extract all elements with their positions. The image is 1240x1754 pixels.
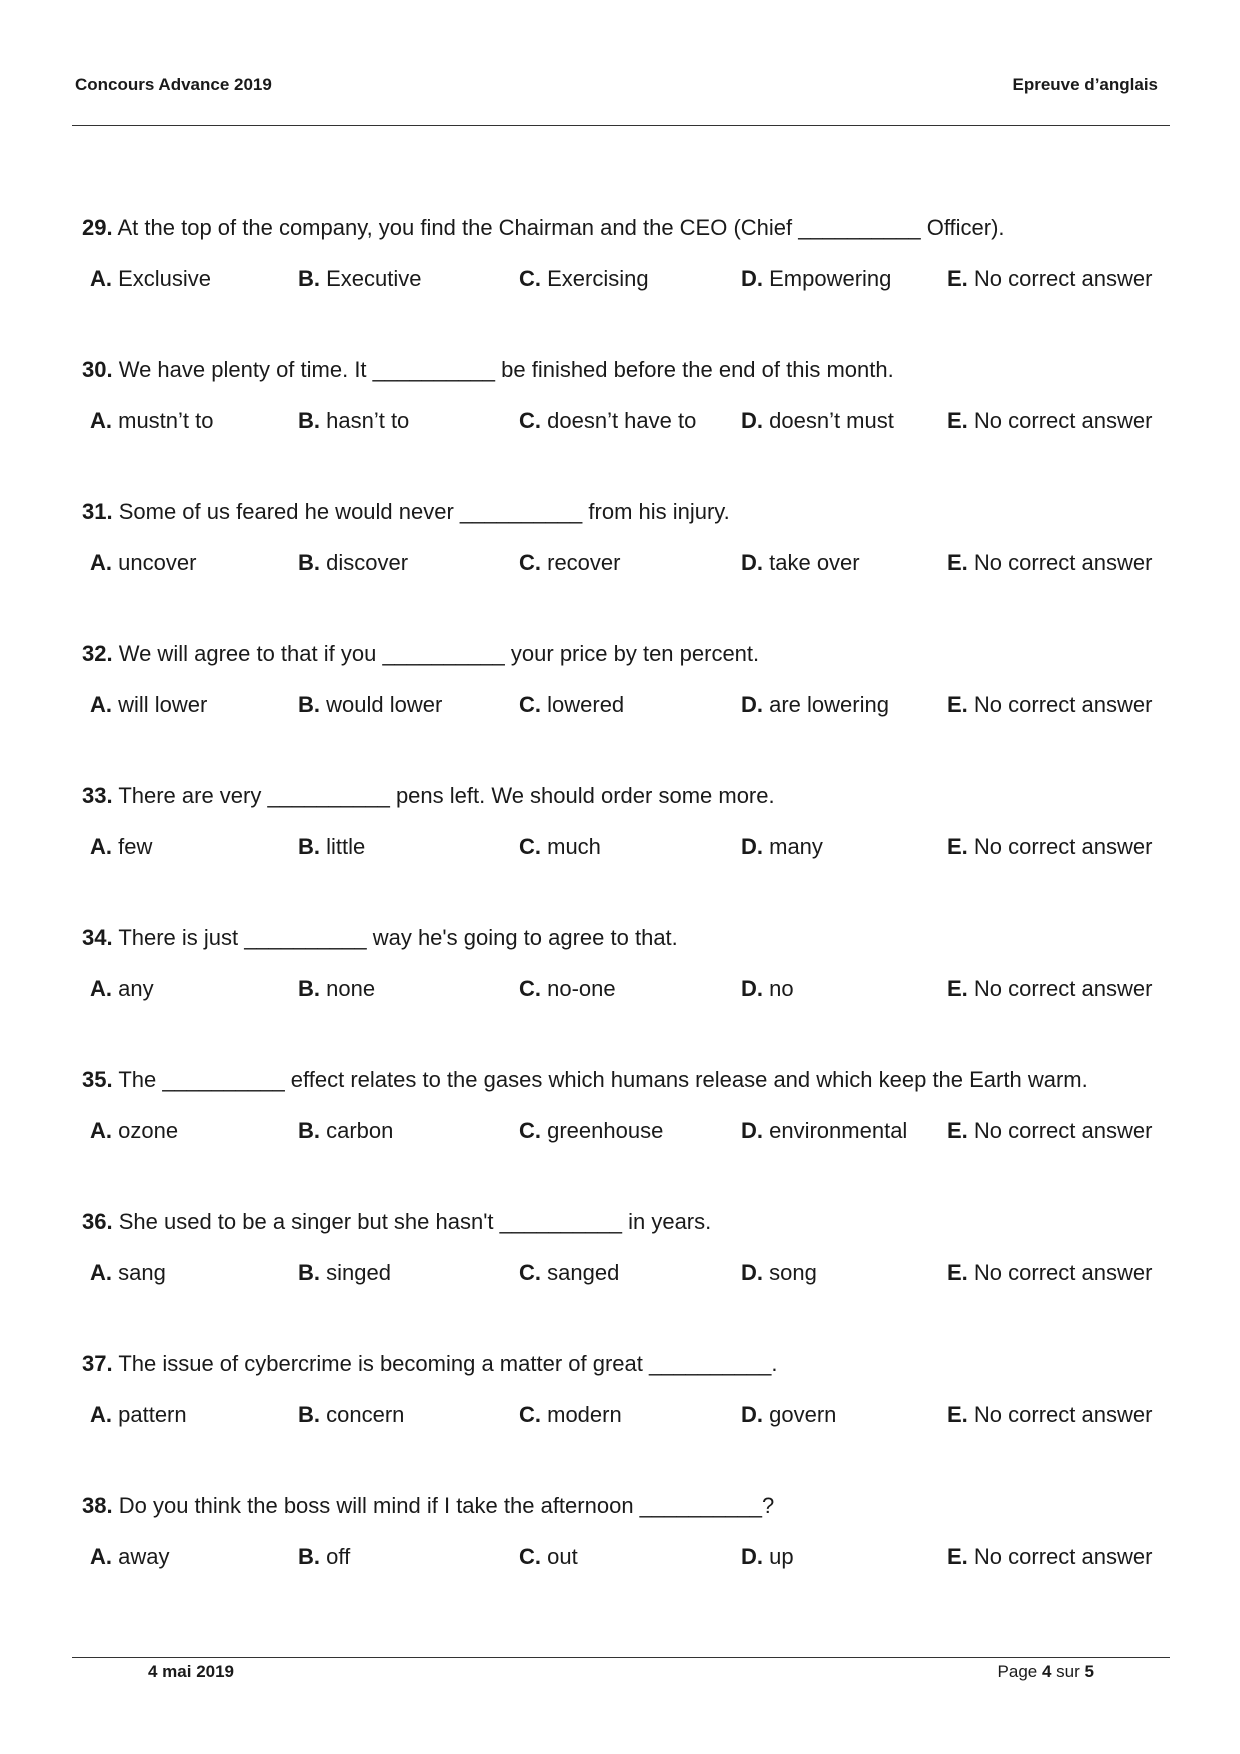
option-text: much: [547, 834, 601, 859]
option-e: [947, 976, 1152, 1002]
option-letter: D.: [741, 1544, 763, 1569]
option-letter: A.: [90, 834, 112, 859]
option-b: [298, 976, 375, 1002]
option-d: [741, 550, 860, 576]
question-block: [0, 215, 1240, 325]
question-text: The issue of cybercrime is becoming a matter of great __________.: [118, 1351, 778, 1376]
option-letter: B.: [298, 1544, 320, 1569]
option-text: No correct answer: [973, 976, 1153, 1001]
option-text: No correct answer: [973, 408, 1153, 433]
option-text: modern: [547, 1402, 622, 1427]
option-letter: C.: [519, 1118, 541, 1143]
answer-options: [0, 550, 1240, 578]
option-text: out: [547, 1544, 578, 1569]
option-letter: A.: [90, 1544, 112, 1569]
question-block: [0, 1067, 1240, 1177]
option-e: [947, 550, 1152, 576]
footer-page-number: [998, 1662, 1094, 1682]
answer-options: [0, 266, 1240, 294]
option-c: [519, 266, 649, 292]
option-c: [519, 1402, 622, 1428]
option-text: carbon: [326, 1118, 394, 1143]
answer-options: [0, 1260, 1240, 1288]
question-block: [0, 925, 1240, 1035]
question-stem: [82, 357, 894, 383]
option-letter: D.: [741, 266, 763, 291]
question-text: The __________ effect relates to the gases which humans release and which keep the Earth warm.: [118, 1067, 1088, 1092]
answer-options: [0, 408, 1240, 436]
option-text: Executive: [326, 266, 422, 291]
option-text: Empowering: [769, 266, 892, 291]
option-letter: D.: [741, 834, 763, 859]
option-letter: C.: [519, 976, 541, 1001]
question-stem: [82, 1209, 711, 1235]
option-letter: A.: [90, 1402, 112, 1427]
option-letter: B.: [298, 550, 320, 575]
answer-options: [0, 1402, 1240, 1430]
option-c: [519, 834, 601, 860]
question-number: 30.: [82, 357, 113, 382]
header-divider: [72, 125, 1170, 126]
question-stem: [82, 215, 1005, 241]
option-c: [519, 408, 696, 434]
option-a: [90, 976, 154, 1002]
footer-date: 4 mai 2019: [148, 1662, 235, 1681]
option-letter: A.: [90, 692, 112, 717]
header-exam-title: Concours Advance 2019: [75, 75, 272, 94]
option-text: doesn’t must: [769, 408, 894, 433]
option-c: [519, 976, 616, 1002]
option-text: No correct answer: [973, 834, 1153, 859]
question-number: 35.: [82, 1067, 113, 1092]
option-c: [519, 1260, 619, 1286]
option-c: [519, 550, 620, 576]
option-a: [90, 1544, 169, 1570]
option-letter: C.: [519, 266, 541, 291]
option-text: environmental: [769, 1118, 908, 1143]
question-stem: [82, 1067, 1088, 1093]
question-text: We will agree to that if you __________ your price by ten percent.: [118, 641, 760, 666]
option-letter: C.: [519, 692, 541, 717]
option-letter: B.: [298, 1402, 320, 1427]
footer-divider: [72, 1657, 1170, 1658]
page-current: 4: [1041, 1662, 1052, 1681]
option-d: [741, 834, 823, 860]
option-text: song: [769, 1260, 817, 1285]
option-letter: D.: [741, 976, 763, 1001]
question-text: Some of us feared he would never __________ from his injury.: [118, 499, 730, 524]
option-letter: A.: [90, 408, 112, 433]
question-stem: [82, 925, 678, 951]
option-a: [90, 692, 207, 718]
option-e: [947, 1118, 1152, 1144]
option-letter: E.: [947, 550, 968, 575]
option-a: [90, 408, 214, 434]
option-text: greenhouse: [547, 1118, 664, 1143]
option-c: [519, 1544, 578, 1570]
option-letter: E.: [947, 1118, 968, 1143]
option-letter: D.: [741, 1402, 763, 1427]
option-letter: B.: [298, 976, 320, 1001]
option-text: take over: [769, 550, 860, 575]
answer-options: [0, 1118, 1240, 1146]
option-d: [741, 1402, 836, 1428]
option-letter: A.: [90, 266, 112, 291]
option-b: [298, 834, 365, 860]
question-stem: [82, 1351, 777, 1377]
option-text: many: [769, 834, 823, 859]
option-letter: D.: [741, 1260, 763, 1285]
option-b: [298, 408, 409, 434]
option-d: [741, 1260, 817, 1286]
option-a: [90, 834, 152, 860]
option-d: [741, 1118, 907, 1144]
question-number: 37.: [82, 1351, 113, 1376]
option-text: any: [118, 976, 154, 1001]
option-b: [298, 266, 422, 292]
option-d: [741, 1544, 794, 1570]
answer-options: [0, 834, 1240, 862]
option-letter: E.: [947, 1260, 968, 1285]
option-text: No correct answer: [973, 266, 1153, 291]
option-text: off: [326, 1544, 351, 1569]
option-letter: C.: [519, 1544, 541, 1569]
option-text: pattern: [118, 1402, 187, 1427]
option-letter: C.: [519, 1260, 541, 1285]
question-block: [0, 499, 1240, 609]
option-text: are lowering: [769, 692, 889, 717]
question-text: She used to be a singer but she hasn't __________ in years.: [118, 1209, 712, 1234]
option-letter: A.: [90, 976, 112, 1001]
header-subject: Epreuve d’anglais: [1012, 75, 1158, 94]
option-e: [947, 266, 1152, 292]
option-a: [90, 1118, 178, 1144]
question-number: 38.: [82, 1493, 113, 1518]
option-text: No correct answer: [973, 1402, 1153, 1427]
option-letter: B.: [298, 692, 320, 717]
option-letter: B.: [298, 1260, 320, 1285]
question-number: 29.: [82, 215, 113, 240]
option-letter: D.: [741, 1118, 763, 1143]
option-b: [298, 1118, 393, 1144]
question-text: Do you think the boss will mind if I take the afternoon __________?: [118, 1493, 775, 1518]
option-letter: E.: [947, 692, 968, 717]
option-letter: D.: [741, 408, 763, 433]
option-letter: E.: [947, 1544, 968, 1569]
option-e: [947, 1544, 1152, 1570]
option-letter: A.: [90, 1260, 112, 1285]
question-text: At the top of the company, you find the Chairman and the CEO (Chief __________ Officer).: [117, 215, 1005, 240]
question-block: [0, 783, 1240, 893]
option-e: [947, 692, 1152, 718]
option-text: none: [326, 976, 376, 1001]
option-text: No correct answer: [973, 1544, 1153, 1569]
option-b: [298, 692, 442, 718]
option-e: [947, 1260, 1152, 1286]
option-letter: B.: [298, 834, 320, 859]
option-b: [298, 550, 408, 576]
option-text: will lower: [118, 692, 208, 717]
option-a: [90, 266, 211, 292]
option-text: No correct answer: [973, 692, 1153, 717]
page-total: 5: [1084, 1662, 1094, 1681]
option-a: [90, 1402, 187, 1428]
option-text: concern: [326, 1402, 405, 1427]
question-text: There are very __________ pens left. We should order some more.: [118, 783, 775, 808]
option-a: [90, 1260, 166, 1286]
option-e: [947, 408, 1152, 434]
page-sep: sur: [1056, 1662, 1080, 1681]
option-b: [298, 1544, 350, 1570]
option-text: no-one: [547, 976, 616, 1001]
option-e: [947, 1402, 1152, 1428]
question-stem: [82, 783, 775, 809]
option-letter: D.: [741, 550, 763, 575]
option-c: [519, 692, 624, 718]
option-text: mustn’t to: [118, 408, 214, 433]
option-letter: A.: [90, 1118, 112, 1143]
option-letter: B.: [298, 1118, 320, 1143]
option-e: [947, 834, 1152, 860]
option-letter: E.: [947, 1402, 968, 1427]
option-d: [741, 692, 889, 718]
option-text: doesn’t have to: [547, 408, 697, 433]
option-text: singed: [326, 1260, 391, 1285]
option-text: little: [326, 834, 366, 859]
option-text: Exercising: [547, 266, 649, 291]
answer-options: [0, 976, 1240, 1004]
question-stem: [82, 641, 759, 667]
option-text: uncover: [118, 550, 197, 575]
option-text: govern: [769, 1402, 837, 1427]
option-text: sang: [118, 1260, 166, 1285]
option-b: [298, 1402, 404, 1428]
question-block: [0, 1493, 1240, 1603]
question-number: 34.: [82, 925, 113, 950]
question-stem: [82, 1493, 774, 1519]
option-letter: A.: [90, 550, 112, 575]
option-text: lowered: [547, 692, 625, 717]
option-text: discover: [326, 550, 409, 575]
option-text: sanged: [547, 1260, 620, 1285]
option-d: [741, 408, 894, 434]
option-letter: D.: [741, 692, 763, 717]
question-number: 36.: [82, 1209, 113, 1234]
option-letter: C.: [519, 408, 541, 433]
option-letter: C.: [519, 550, 541, 575]
question-block: [0, 1209, 1240, 1319]
question-text: We have plenty of time. It __________ be finished before the end of this month.: [118, 357, 894, 382]
question-text: There is just __________ way he's going to agree to that.: [118, 925, 678, 950]
option-letter: B.: [298, 408, 320, 433]
option-text: No correct answer: [973, 550, 1153, 575]
question-number: 32.: [82, 641, 113, 666]
option-d: [741, 266, 891, 292]
option-text: ozone: [118, 1118, 179, 1143]
option-letter: E.: [947, 266, 968, 291]
question-stem: [82, 499, 730, 525]
option-text: No correct answer: [973, 1260, 1153, 1285]
option-text: No correct answer: [973, 1118, 1153, 1143]
option-b: [298, 1260, 391, 1286]
option-letter: E.: [947, 408, 968, 433]
option-letter: C.: [519, 1402, 541, 1427]
option-d: [741, 976, 794, 1002]
question-block: [0, 1351, 1240, 1461]
page-word: Page: [997, 1662, 1038, 1681]
option-text: recover: [547, 550, 621, 575]
answer-options: [0, 692, 1240, 720]
question-number: 33.: [82, 783, 113, 808]
question-number: 31.: [82, 499, 113, 524]
question-block: [0, 641, 1240, 751]
question-block: [0, 357, 1240, 467]
option-text: Exclusive: [118, 266, 212, 291]
option-text: would lower: [326, 692, 443, 717]
option-text: no: [769, 976, 794, 1001]
option-letter: C.: [519, 834, 541, 859]
option-text: hasn’t to: [326, 408, 410, 433]
option-letter: E.: [947, 976, 968, 1001]
option-letter: E.: [947, 834, 968, 859]
option-c: [519, 1118, 663, 1144]
answer-options: [0, 1544, 1240, 1572]
option-text: up: [769, 1544, 794, 1569]
option-text: away: [118, 1544, 170, 1569]
option-text: few: [118, 834, 153, 859]
option-letter: B.: [298, 266, 320, 291]
option-a: [90, 550, 196, 576]
